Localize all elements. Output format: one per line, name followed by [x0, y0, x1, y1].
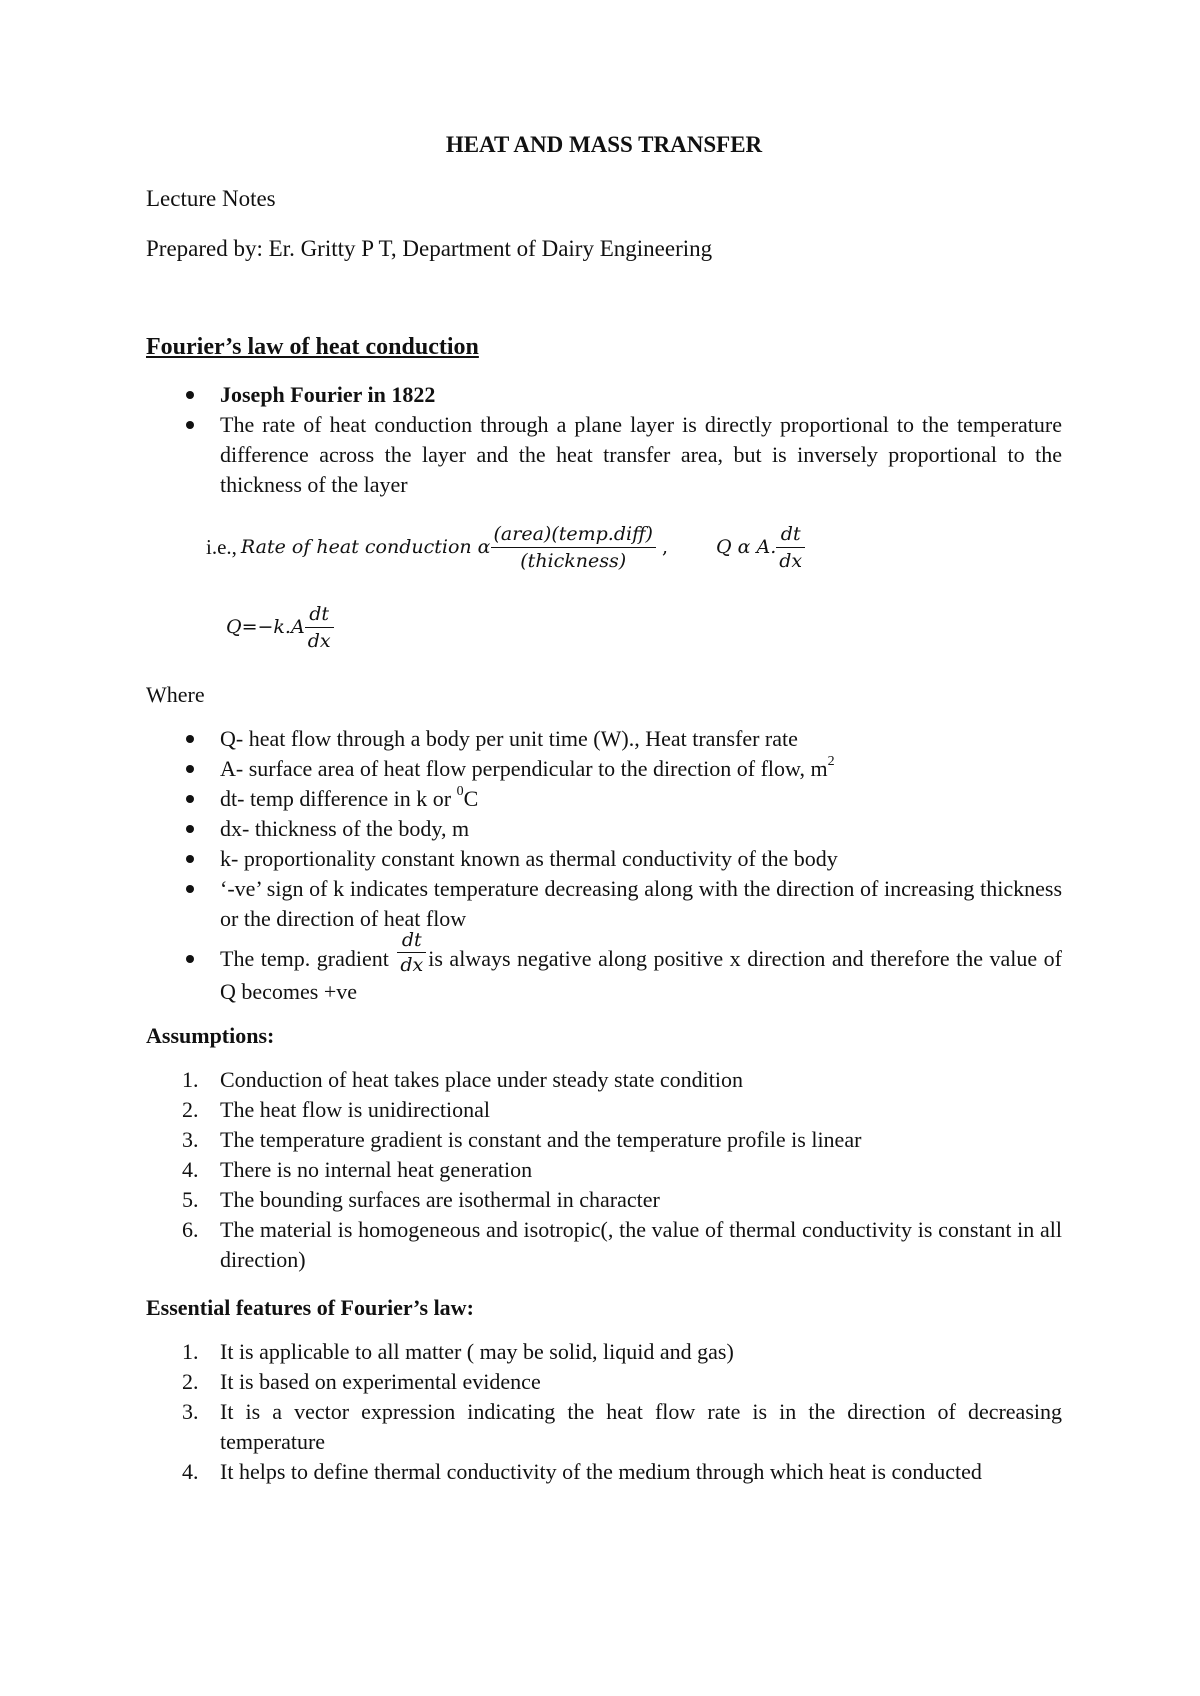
- equation-proportionality: [206, 516, 1062, 578]
- intro-bullet-list: [146, 380, 1062, 500]
- fraction-denominator: dx: [305, 627, 334, 654]
- list-item: Q- heat flow through a body per unit time (W)., Heat transfer rate: [146, 724, 1062, 754]
- item-text: It is based on experimental evidence: [220, 1369, 541, 1395]
- list-item: [146, 1457, 1062, 1487]
- superscript: 0: [456, 784, 464, 799]
- list-item: ‘-ve’ sign of k indicates temperature decreasing along with the direction of increasing thickness or the direction of heat flow: [146, 874, 1062, 934]
- equation-fourier-law: [226, 592, 1062, 662]
- item-number: 2.: [182, 1097, 199, 1123]
- equation-lhs: Rate of heat conduction α: [240, 536, 491, 558]
- item-text: The temperature gradient is constant and the temperature profile is linear: [220, 1127, 862, 1153]
- item-text: It is applicable to all matter ( may be solid, liquid and gas): [220, 1339, 734, 1365]
- list-item: [146, 1397, 1062, 1457]
- list-item: The rate of heat conduction through a plane layer is directly proportional to the temperature difference across the layer and the heat transfer area, but is inversely proportional to the thickness of the layer: [146, 410, 1062, 500]
- list-item: [146, 929, 1062, 1007]
- list-item: Joseph Fourier in 1822: [146, 380, 1062, 410]
- fraction-denominator: dx: [400, 954, 424, 977]
- equation-lhs: Q=−k.A: [226, 616, 305, 638]
- item-text: There is no internal heat generation: [220, 1157, 533, 1183]
- list-item: [146, 1367, 1062, 1397]
- equation-fraction: [491, 521, 656, 574]
- item-text: The material is homogeneous and isotropic(, the value of thermal conductivity is constant in all direction): [220, 1217, 1062, 1273]
- definition-text: A- surface area of heat flow perpendicular to the direction of flow, m: [220, 756, 828, 781]
- list-item: [146, 1095, 1062, 1125]
- list-item: [146, 1185, 1062, 1215]
- section-heading: Fourier’s law of heat conduction: [146, 334, 479, 360]
- features-list: [146, 1337, 1062, 1487]
- item-text: It helps to define thermal conductivity of the medium through which heat is conducted: [220, 1459, 982, 1485]
- fraction-numerator: (area)(temp.diff): [491, 521, 656, 548]
- item-text: The bounding surfaces are isothermal in character: [220, 1187, 660, 1213]
- list-item: k- proportionality constant known as thermal conductivity of the body: [146, 844, 1062, 874]
- fraction-numerator: dt: [309, 602, 330, 625]
- list-item: [146, 784, 1062, 814]
- fraction-numerator: dt: [397, 928, 426, 953]
- item-number: 4.: [182, 1459, 199, 1485]
- item-number: 6.: [182, 1217, 199, 1243]
- list-item: [146, 1337, 1062, 1367]
- item-number: 1.: [182, 1339, 199, 1365]
- list-item: [146, 1215, 1062, 1275]
- definition-text: C: [463, 786, 479, 811]
- superscript: 2: [827, 754, 835, 769]
- list-item: [146, 1125, 1062, 1155]
- equation-prefix: i.e.,: [206, 535, 237, 559]
- document-body: [146, 130, 1062, 1487]
- definition-text: dt- temp difference in k or: [220, 786, 457, 811]
- fraction-numerator: dt: [776, 521, 805, 548]
- definition-text: is always negative along positive x direction and therefore the value of Q becomes +ve: [220, 946, 1062, 1005]
- document-subtitle: Lecture Notes: [146, 186, 276, 211]
- equation-rhs: Q α A.: [716, 536, 777, 558]
- fraction-denominator: (thickness): [520, 549, 627, 572]
- item-number: 2.: [182, 1369, 199, 1395]
- gradient-fraction: [397, 928, 426, 977]
- definitions-list: [146, 724, 1062, 1007]
- fraction-denominator: dx: [779, 549, 803, 572]
- item-text: The heat flow is unidirectional: [220, 1097, 491, 1123]
- item-text: Conduction of heat takes place under steady state condition: [220, 1067, 743, 1093]
- item-number: 5.: [182, 1187, 199, 1213]
- assumptions-heading: Assumptions:: [146, 1023, 275, 1049]
- item-number: 3.: [182, 1127, 199, 1153]
- equation-separator: ,: [661, 536, 668, 558]
- list-item: [146, 1155, 1062, 1185]
- equation-fraction: [305, 601, 334, 654]
- list-item: dx- thickness of the body, m: [146, 814, 1062, 844]
- features-heading: Essential features of Fourier’s law:: [146, 1295, 474, 1321]
- item-text: It is a vector expression indicating the heat flow rate is in the direction of decreasing temperature: [220, 1399, 1062, 1455]
- list-item: [146, 1065, 1062, 1095]
- item-number: 4.: [182, 1157, 199, 1183]
- item-number: 3.: [182, 1399, 199, 1425]
- where-label: Where: [146, 682, 205, 707]
- list-item: [146, 754, 1062, 784]
- document-title: HEAT AND MASS TRANSFER: [445, 132, 763, 157]
- assumptions-list: [146, 1065, 1062, 1275]
- definition-text: The temp. gradient: [220, 946, 396, 971]
- prepared-by: Prepared by: Er. Gritty P T, Department of Dairy Engineering: [146, 236, 713, 261]
- equation-fraction: [776, 521, 805, 574]
- item-number: 1.: [182, 1067, 199, 1093]
